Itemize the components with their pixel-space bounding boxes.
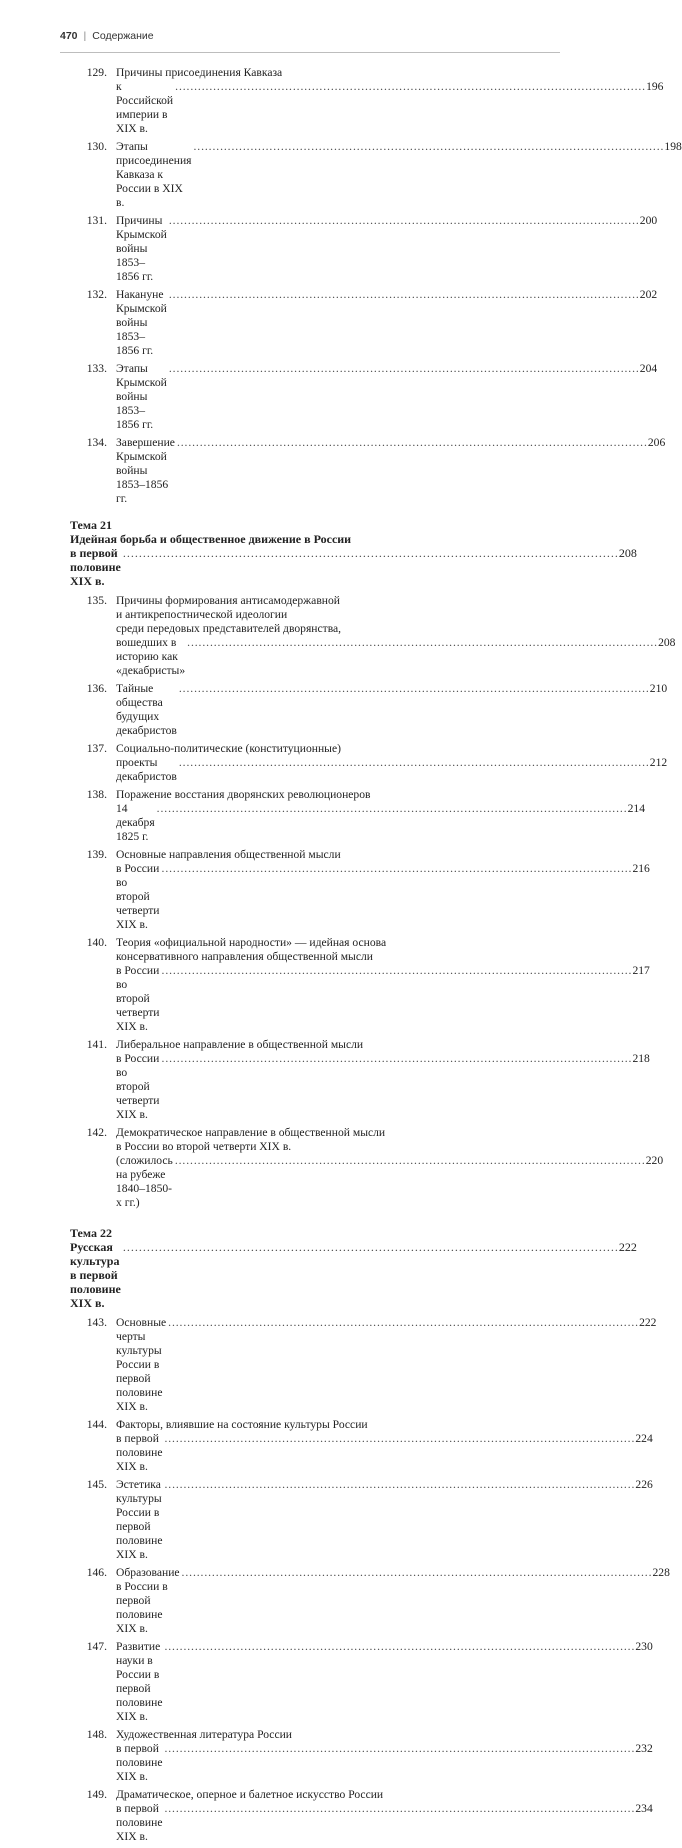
entry-number: 145. [86, 1478, 107, 1491]
leader-dots [175, 80, 644, 94]
entry-title-line: Либеральное направление в общественной мысли [116, 1038, 364, 1051]
entry-title-last-line: Накануне Крымской войны 1853–1856 гг. [116, 288, 167, 357]
entry-body [116, 1728, 653, 1784]
entry-number: 143. [86, 1316, 107, 1329]
entry-page-number: 232 [635, 1742, 653, 1755]
running-header [60, 30, 560, 53]
entry-page-number: 234 [635, 1802, 653, 1815]
entry-page-number: 224 [635, 1432, 653, 1445]
entry-body [116, 362, 657, 432]
entry-body [116, 682, 667, 738]
leader-dots [175, 1154, 644, 1168]
entry-page-number: 204 [639, 362, 658, 375]
entry-number: 135. [86, 594, 107, 607]
toc-entry[interactable] [70, 788, 645, 844]
entry-page-number: 217 [632, 964, 650, 977]
entry-page-number: 198 [664, 140, 682, 153]
toc-entry[interactable] [70, 1640, 653, 1724]
leader-dots [179, 682, 648, 696]
entry-body [116, 1038, 650, 1122]
entry-title-line: среди передовых представителей дворянства, [116, 622, 342, 635]
page-number: 470 [60, 30, 78, 42]
topic-22-label: Тема 22 [70, 1226, 112, 1240]
entry-title-last-line: Эстетика культуры России в первой половине XIX в. [116, 1478, 163, 1561]
entry-title-line: Теория «официальной народности» — идейная основа [116, 936, 387, 949]
entry-number: 140. [86, 936, 107, 949]
entry-title-last-line: Образование в России в первой половине XIX в. [116, 1566, 180, 1635]
entry-body [116, 214, 657, 284]
toc-entry[interactable] [70, 1418, 653, 1474]
entry-page-number: 206 [647, 436, 666, 449]
entry-page-number: 214 [627, 802, 645, 815]
entry-title-last-line: (сложилось на рубеже 1840–1850-х гг.) [116, 1154, 173, 1209]
entry-number: 138. [86, 788, 107, 801]
topic-22-title-last: Русская культура в первой половине XIX в. [70, 1240, 121, 1310]
entry-body [116, 1478, 653, 1562]
entry-title-last-line: проекты декабристов [116, 756, 177, 783]
toc-entry[interactable] [70, 1316, 657, 1414]
leader-dots [162, 862, 631, 876]
toc-entry[interactable] [70, 436, 666, 506]
entry-body [116, 288, 657, 358]
entry-number: 147. [86, 1640, 107, 1653]
leader-dots [177, 436, 646, 450]
entry-page-number: 226 [635, 1478, 653, 1491]
entry-page-number: 210 [649, 682, 668, 695]
entry-title-last-line: Развитие науки в России в первой половине XIX в. [116, 1640, 163, 1723]
entry-number: 131. [86, 214, 107, 227]
entry-page-number: 202 [639, 288, 658, 301]
topic-21-title-last: в первой половине XIX в. [70, 546, 121, 588]
toc-section-a [70, 66, 682, 506]
topic-21-label: Тема 21 [70, 518, 112, 532]
leader-dots [169, 362, 638, 376]
entry-number: 149. [86, 1788, 107, 1801]
entry-number: 142. [86, 1126, 107, 1139]
topic-22-heading[interactable] [70, 1226, 637, 1310]
header-title: Содержание [92, 30, 154, 42]
topic-21-page: 208 [618, 546, 637, 560]
leader-dots [123, 546, 617, 560]
toc-section-b [70, 594, 676, 1210]
entry-number: 148. [86, 1728, 107, 1741]
table-of-contents [70, 66, 682, 1848]
entry-title-last-line: в первой половине XIX в. [116, 1742, 163, 1783]
entry-number: 141. [86, 1038, 107, 1051]
leader-dots [162, 964, 631, 978]
toc-entry[interactable] [70, 1038, 650, 1122]
toc-entry[interactable] [70, 936, 650, 1034]
entry-body [116, 788, 645, 844]
toc-entry[interactable] [70, 140, 682, 210]
toc-entry[interactable] [70, 214, 658, 284]
toc-entry[interactable] [70, 1566, 670, 1636]
entry-title-last-line: Причины Крымской войны 1853–1856 гг. [116, 214, 167, 283]
topic-22-page: 222 [618, 1240, 637, 1254]
entry-number: 137. [86, 742, 107, 755]
entry-title-line: Основные направления общественной мысли [116, 848, 341, 861]
header-separator: | [83, 30, 87, 42]
leader-dots [182, 1566, 651, 1580]
toc-entry[interactable] [70, 848, 650, 932]
entry-page-number: 212 [649, 756, 668, 769]
entry-title-line: Драматическое, оперное и балетное искусство России [116, 1788, 384, 1801]
leader-dots [164, 1802, 633, 1816]
leader-dots [164, 1478, 633, 1492]
leader-dots [123, 1240, 617, 1254]
toc-entry[interactable] [70, 742, 668, 784]
entry-title-line: Демократическое направление в общественной мысли [116, 1126, 386, 1139]
leader-dots [162, 1052, 631, 1066]
entry-body [116, 936, 650, 1034]
entry-title-last-line: к Российской империи в XIX в. [116, 80, 174, 135]
entry-page-number: 218 [632, 1052, 650, 1065]
leader-dots [164, 1742, 633, 1756]
entry-title-line: Социально-политические (конституционные) [116, 742, 341, 755]
entry-body [116, 742, 667, 784]
entry-number: 134. [86, 436, 107, 449]
entry-title-line: Причины формирования антисамодержавной [116, 594, 341, 607]
entry-number: 139. [86, 848, 107, 861]
entry-title-last-line: в России во второй четверти XIX в. [116, 862, 160, 931]
entry-title-line: и антикрепостнической идеологии [116, 608, 288, 621]
leader-dots [157, 802, 626, 816]
toc-entry[interactable] [70, 1788, 653, 1844]
toc-entry[interactable] [70, 1728, 653, 1784]
entry-title-last-line: Тайные общества будущих декабристов [116, 682, 177, 737]
entry-title-line: Художественная литература России [116, 1728, 293, 1741]
topic-21-heading[interactable] [70, 518, 637, 588]
entry-page-number: 216 [632, 862, 650, 875]
entry-number: 144. [86, 1418, 107, 1431]
entry-title-last-line: в первой половине XIX в. [116, 1432, 163, 1473]
entry-body [116, 1316, 656, 1414]
entry-number: 146. [86, 1566, 107, 1579]
entry-body [116, 140, 682, 210]
entry-number: 129. [86, 66, 107, 79]
entry-page-number: 230 [635, 1640, 653, 1653]
entry-title-last-line: в России во второй четверти XIX в. [116, 1052, 160, 1121]
entry-page-number: 220 [645, 1154, 664, 1167]
entry-title-line: Поражение восстания дворянских революционеров [116, 788, 371, 801]
entry-body [116, 1788, 653, 1844]
entry-number: 133. [86, 362, 107, 375]
leader-dots [164, 1640, 633, 1654]
leader-dots [179, 756, 648, 770]
topic-21-title-line: Идейная борьба и общественное движение в России [70, 532, 352, 546]
entry-body [116, 848, 650, 932]
leader-dots [169, 214, 638, 228]
entry-number: 136. [86, 682, 107, 695]
toc-entry[interactable] [70, 594, 676, 678]
entry-title-last-line: Этапы Крымской войны 1853–1856 гг. [116, 362, 167, 431]
toc-entry[interactable] [70, 362, 658, 432]
entry-body [116, 436, 665, 506]
entry-number: 130. [86, 140, 107, 153]
leader-dots [187, 636, 656, 650]
entry-title-line: в России во второй четверти XIX в. [116, 1140, 292, 1153]
toc-entry[interactable] [70, 288, 658, 358]
toc-entry[interactable] [70, 1478, 653, 1562]
toc-entry[interactable] [70, 66, 664, 136]
entry-page-number: 222 [639, 1316, 657, 1329]
entry-title-last-line: 14 декабря 1825 г. [116, 802, 155, 843]
entry-body [116, 66, 663, 136]
leader-dots [164, 1432, 633, 1446]
entry-body [116, 594, 675, 678]
leader-dots [193, 140, 662, 154]
entry-title-last-line: в первой половине XIX в. [116, 1802, 163, 1843]
toc-entry[interactable] [70, 1126, 664, 1210]
entry-page-number: 200 [639, 214, 658, 227]
entry-title-last-line: Основные черты культуры России в первой половине XIX в. [116, 1316, 167, 1413]
entry-title-last-line: Завершение Крымской войны 1853–1856 гг. [116, 436, 175, 505]
entry-body [116, 1566, 670, 1636]
entry-number: 132. [86, 288, 107, 301]
leader-dots [169, 288, 638, 302]
entry-title-line: консервативного направления общественной мысли [116, 950, 373, 963]
entry-title-last-line: Этапы присоединения Кавказа к России в XIX в. [116, 140, 192, 209]
entry-title-last-line: вошедших в историю как «декабристы» [116, 636, 186, 677]
entry-title-last-line: в России во второй четверти XIX в. [116, 964, 160, 1033]
entry-body [116, 1126, 663, 1210]
leader-dots [168, 1316, 637, 1330]
entry-body [116, 1640, 653, 1724]
entry-page-number: 228 [652, 1566, 670, 1579]
entry-page-number: 208 [658, 636, 676, 649]
entry-page-number: 196 [646, 80, 664, 93]
entry-title-line: Причины присоединения Кавказа [116, 66, 283, 79]
toc-entry[interactable] [70, 682, 668, 738]
entry-title-line: Факторы, влиявшие на состояние культуры России [116, 1418, 368, 1431]
toc-section-c [70, 1316, 670, 1844]
entry-body [116, 1418, 653, 1474]
